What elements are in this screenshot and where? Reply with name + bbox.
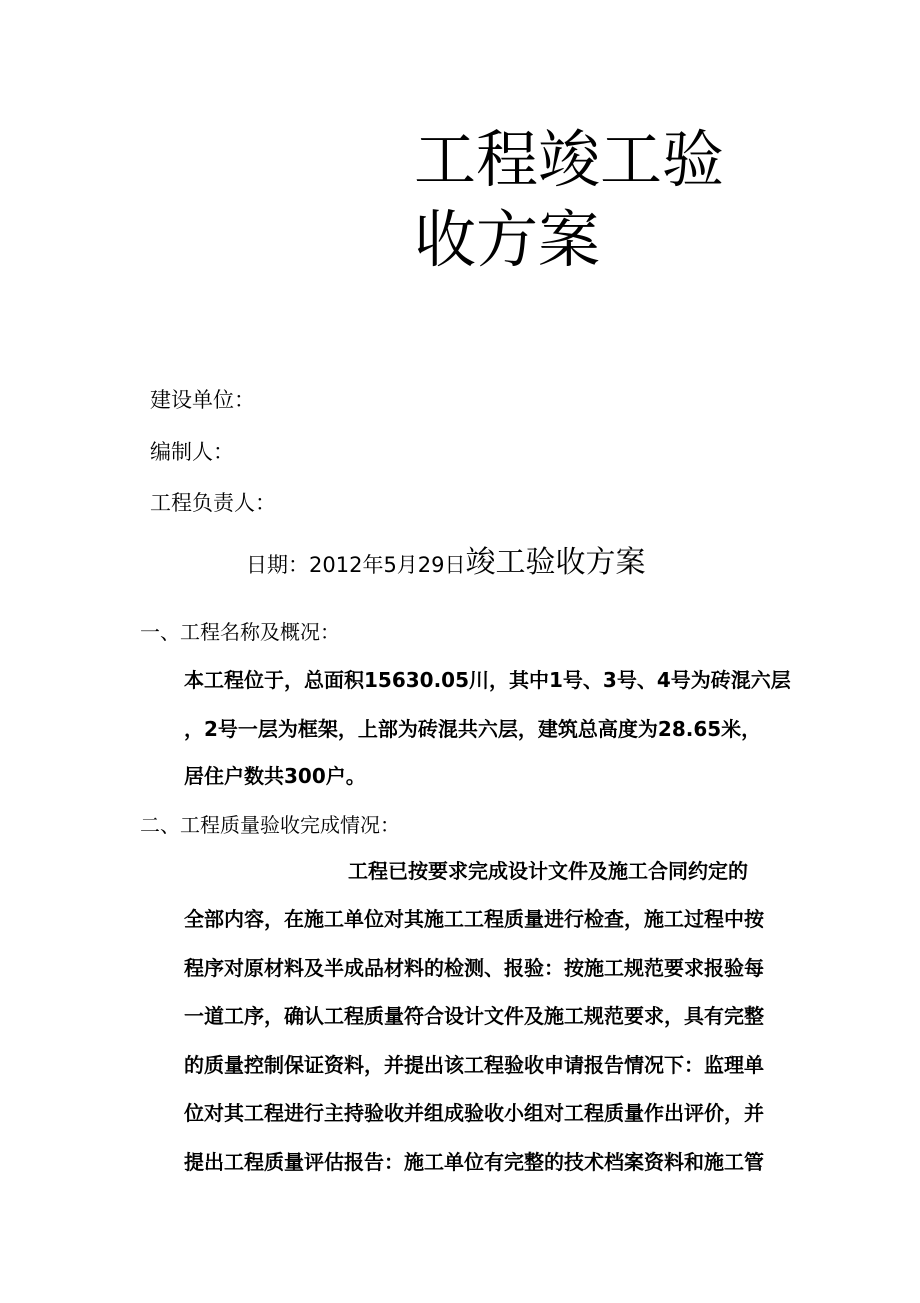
title-line-2: 收方案	[414, 203, 601, 276]
section1-line: ，2号一层为框架，上部为砖混共六层，建筑总高度为28.65米，	[184, 717, 762, 741]
section1-heading: 一、工程名称及概况：	[140, 620, 340, 644]
section1-line: 居住户数共300户。	[184, 764, 366, 788]
section2-line: 提出工程质量评估报告：施工单位有完整的技术档案资料和施工管	[184, 1150, 764, 1174]
field-author: 编制人：	[150, 440, 234, 464]
section2-line: 的质量控制保证资料，并提出该工程验收申请报告情况下：监理单	[184, 1053, 764, 1077]
section2-line: 工程已按要求完成设计文件及施工合同约定的	[348, 859, 748, 883]
section2-line: 位对其工程进行主持验收并组成验收小组对工程质量作出评价，并	[184, 1101, 764, 1125]
field-builder: 建设单位：	[150, 388, 255, 412]
title-line-1: 工程竣工验	[414, 123, 725, 196]
date-line	[246, 543, 646, 585]
section2-line: 一道工序，确认工程质量符合设计文件及施工规范要求，具有完整	[184, 1004, 764, 1028]
section2-heading: 二、工程质量验收完成情况：	[140, 813, 400, 837]
section2-line: 程序对原材料及半成品材料的检测、报验：按施工规范要求报验每	[184, 956, 764, 980]
date-text: 日期：2012年5月29日	[246, 553, 466, 577]
section2-line: 全部内容，在施工单位对其施工工程质量进行检查，施工过程中按	[184, 907, 764, 931]
field-manager: 工程负责人：	[150, 491, 276, 515]
section1-line: 本工程位于，总面积15630.05川，其中1号、3号、4号为砖混六层	[184, 668, 791, 692]
section-title: 竣工验收方案	[465, 545, 646, 580]
